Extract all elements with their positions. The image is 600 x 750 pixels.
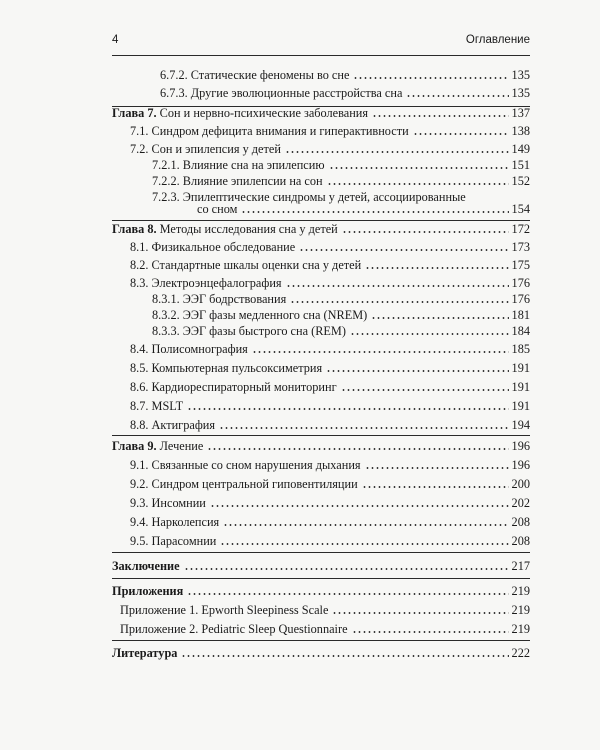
toc-entry-label: 7.2.3. Эпилептические синдромы у детей, ассоциированные [152,190,466,204]
toc-entry-label: 8.7. MSLT [130,399,184,413]
dot-leader [285,151,509,153]
dot-leader [299,249,508,251]
section-title: Литература [112,646,178,660]
dot-leader [326,370,508,372]
toc-entry-page: 191 [511,399,530,413]
dot-leader [341,389,509,391]
toc-entry-page: 194 [511,418,530,432]
toc-entry [130,361,530,375]
toc-entry-label: 9.1. Связанные со сном нарушения дыхания [130,458,361,472]
toc-entry [130,534,530,548]
dot-leader [220,543,508,545]
toc-entry-label: 8.3. Электроэнцефалография [130,276,282,290]
dot-leader [210,505,509,507]
section-rule [112,435,530,436]
toc-entry-label: 9.4. Нарколепсия [130,515,220,529]
toc-entry-page: 191 [511,361,530,375]
toc-entry-page: 184 [511,324,530,338]
toc-entry [130,258,530,272]
toc-entry [130,418,530,432]
chapter-number: Глава 9. [112,439,157,453]
dot-leader [342,231,509,233]
section-rule [112,220,530,221]
toc-entry [152,292,530,306]
section-rule [112,640,530,641]
dot-leader [327,183,509,185]
toc-entry-page: 196 [511,458,530,472]
dot-leader [187,593,508,595]
toc-entry-label: 9.3. Инсомнии [130,496,206,510]
dot-leader [181,655,508,657]
dot-leader [353,77,508,79]
toc-section [112,559,530,573]
toc-entry-page: 222 [511,646,530,660]
toc-entry-page: 208 [511,515,530,529]
toc-entry-label: 8.5. Компьютерная пульсоксиметрия [130,361,323,375]
toc-entry-label: Лечение [159,439,204,453]
toc-entry-page: 219 [511,603,530,617]
running-title: Оглавление [465,34,530,46]
dot-leader [413,133,509,135]
toc-entry [120,603,530,617]
toc-entry [152,324,530,338]
toc-entry [130,477,530,491]
toc-section [112,646,530,660]
toc-entry-label: 8.4. Полисомнография [130,342,248,356]
toc-entry-page: 219 [511,622,530,636]
toc-entry-label: 8.8. Актиграфия [130,418,216,432]
dot-leader [365,267,508,269]
toc-entry-page: 176 [511,292,530,306]
toc-chapter [112,439,530,453]
dot-leader [286,285,509,287]
toc-entry-page: 135 [511,68,530,82]
toc-entry [130,240,530,254]
header-rule [112,55,530,56]
toc-chapter [112,106,530,120]
toc-entry [130,496,530,510]
toc-entry-page: 176 [511,276,530,290]
toc-entry-label: 8.1. Физикальное обследование [130,240,296,254]
toc-entry [130,342,530,356]
toc-entry [152,174,530,188]
toc-entry-page: 181 [511,308,530,322]
dot-leader [207,448,508,450]
dot-leader [406,95,508,97]
dot-leader [372,115,508,117]
dot-leader [187,408,508,410]
chapter-number: Глава 8. [112,222,157,236]
toc-entry [130,458,530,472]
toc-entry-page: 175 [511,258,530,272]
toc-entry-label: Сон и нервно-психические заболевания [159,106,369,120]
toc-entry-label: 8.2. Стандартные шкалы оценки сна у детей [130,258,362,272]
toc-entry-page: 152 [511,174,530,188]
toc-entry-label: со сном [197,202,238,216]
toc-entry-label: 8.6. Кардиореспираторный мониторинг [130,380,337,394]
toc-entry-page: 202 [511,496,530,510]
toc-entry-label: 7.2. Сон и эпилепсия у детей [130,142,281,156]
toc-entry [160,68,530,82]
toc-entry-page: 138 [511,124,530,138]
toc-entry-page: 149 [511,142,530,156]
toc-entry-label: 6.7.2. Статические феномены во сне [160,68,350,82]
toc-entry-label: 8.3.2. ЭЭГ фазы медленного сна (NREM) [152,308,368,322]
toc-entry-page: 154 [511,202,530,216]
dot-leader [332,612,508,614]
toc-entry-label: Приложение 2. Pediatric Sleep Questionnaire [120,622,348,636]
toc-entry [197,202,530,216]
toc-entry [152,158,530,172]
toc-entry [152,308,530,322]
toc-chapter [112,222,530,236]
dot-leader [219,427,509,429]
dot-leader [352,631,509,633]
dot-leader [290,301,508,303]
toc-entry-label: 7.2.1. Влияние сна на эпилепсию [152,158,325,172]
dot-leader [365,467,509,469]
page-number: 4 [112,34,119,46]
toc-entry-label: Методы исследования сна у детей [159,222,338,236]
toc-entry-page: 173 [511,240,530,254]
toc-entry-page: 217 [511,559,530,573]
dot-leader [223,524,508,526]
dot-leader [362,486,509,488]
toc-entry-label: 8.3.3. ЭЭГ фазы быстрого сна (REM) [152,324,346,338]
toc-entry [160,86,530,100]
dot-leader [371,317,508,319]
toc-entry-page: 208 [511,534,530,548]
toc-entry-page: 135 [511,86,530,100]
toc-entry-label: 7.1. Синдром дефицита внимания и гиперактивности [130,124,409,138]
dot-leader [350,333,509,335]
section-rule [112,578,530,579]
chapter-number: Глава 7. [112,106,157,120]
toc-entry-page: 185 [511,342,530,356]
toc-entry-label: 9.2. Синдром центральной гиповентиляции [130,477,358,491]
dot-leader [329,167,509,169]
toc-entry [120,622,530,636]
toc-entry-page: 191 [511,380,530,394]
dot-leader [241,211,508,213]
section-title: Заключение [112,559,180,573]
dot-leader [184,568,509,570]
section-rule [112,552,530,553]
toc-entry-page: 172 [511,222,530,236]
toc-entry-page: 219 [511,584,530,598]
toc-entry [130,380,530,394]
toc-entry-label: 9.5. Парасомнии [130,534,217,548]
toc-entry-label: 6.7.3. Другие эволюционные расстройства сна [160,86,403,100]
toc-entry-page: 151 [511,158,530,172]
toc-entry-page: 196 [511,439,530,453]
section-title: Приложения [112,584,184,598]
dot-leader [252,351,509,353]
toc-entry-page: 200 [511,477,530,491]
toc-entry [130,142,530,156]
toc-entry [130,124,530,138]
running-header [112,34,530,52]
toc-entry-page: 137 [511,106,530,120]
toc-entry-label: 7.2.2. Влияние эпилепсии на сон [152,174,323,188]
toc-entry-label: Приложение 1. Epworth Sleepiness Scale [120,603,329,617]
toc-entry-label: 8.3.1. ЭЭГ бодрствования [152,292,287,306]
toc-entry [130,399,530,413]
toc-entry [130,276,530,290]
toc-section [112,584,530,598]
toc-entry [130,515,530,529]
